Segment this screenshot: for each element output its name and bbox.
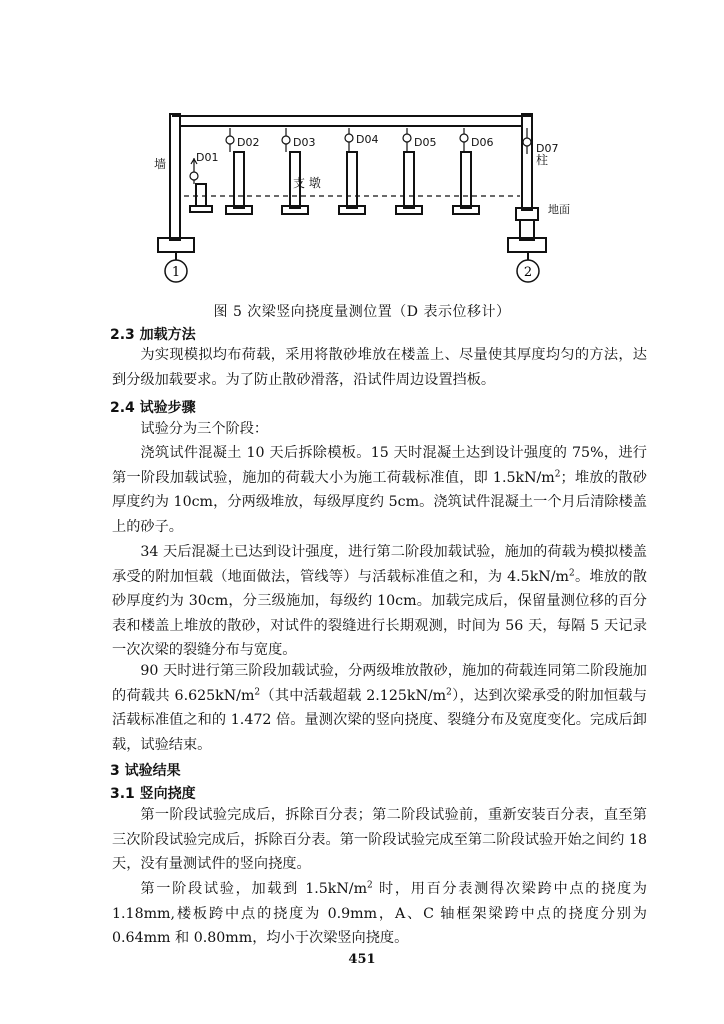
figure-caption: 图 5 次梁竖向挠度量测位置（D 表示位移计） — [213, 304, 511, 320]
section-2-4-paragraph-1: 试验分为三个阶段： — [140, 421, 269, 437]
support-label: 支 墩 — [293, 176, 321, 190]
gauge-d04-icon — [345, 128, 353, 152]
section-3-heading: 3 试验结果 — [110, 763, 181, 779]
section-3-1-paragraph-2: 第一阶段试验，加载到 $1.5kN/m^2$ 时，用百分表测得次梁跨中点的挠度为 1.18mm,楼板跨中点的挠度为 0.9mm，A、C 轴框架梁跨中点的挠度分别为 0.64mm 和 0.80mm，均小于次梁竖向挠度。 — [112, 880, 647, 946]
page-number: 451 — [348, 952, 376, 967]
section-3-1-heading: 3.1 竖向挠度 — [110, 786, 196, 802]
gauge-d05-icon — [403, 128, 411, 152]
label-d02: D02 — [237, 136, 260, 149]
axis-1-label: 1 — [171, 265, 181, 280]
label-d05: D05 — [414, 136, 437, 149]
label-d07: D07 — [536, 142, 559, 155]
column-label: 柱 — [536, 153, 549, 167]
section-3-1-paragraph-1: 第一阶段试验完成后，拆除百分表；第二阶段试验前，重新安装百分表，直至第三次阶段试验完成后，拆除百分表。第一阶段试验完成至第二阶段试验开始之间约 18 天，没有量测试件的竖向挠度。 — [112, 807, 647, 872]
figure-5-diagram — [150, 108, 570, 298]
ground-label: 地面 — [548, 203, 570, 216]
axis-2-label: 2 — [523, 265, 533, 280]
section-2-3-heading: 2.3 加载方法 — [110, 327, 196, 343]
gauge-d03-icon — [282, 128, 290, 152]
label-d03: D03 — [293, 136, 316, 149]
section-2-4-paragraph-4: 90 天时进行第三阶段加载试验，分两级堆放散砂，施加的荷载连同第二阶段施加的荷载共 $6.625kN/m^2$（其中活载超载 $2.125kN/m^2$），达到次梁承受的附加恒载与活载标准值之和的 1.472 倍。量测次梁的竖向挠度、裂缝分布及宽度变化。完成后卸载，试验结束。 — [112, 663, 647, 753]
wall-left — [170, 114, 180, 240]
section-2-4-paragraph-2: 浇筑试件混凝土 10 天后拆除模板。15 天时混凝土达到设计强度的 75%，进行第一阶段加载试验，施加的荷载大小为施工荷载标准值，即 $1.5kN/m^2$；堆放的散砂厚度约为 10cm，分两级堆放，每级厚度约 5cm。浇筑试件混凝土一个月后清除楼盖上的砂子。 — [112, 445, 647, 535]
gauge-d06-icon — [460, 128, 468, 152]
section-2-4-paragraph-3: 34 天后混凝土已达到设计强度，进行第二阶段加载试验，施加的荷载为模拟楼盖承受的附加恒载（地面做法，管线等）与活载标准值之和，为 $4.5kN/m^2$。堆放的散砂厚度约为 30cm，分三级施加，每级约 10cm。加载完成后，保留量测位移的百分表和楼盖上堆放的散砂，对试件的裂缝进行长期观测，时间为 56 天，每隔 5 天记录一次次梁的裂缝分布与宽度。 — [112, 544, 647, 658]
label-d04: D04 — [356, 133, 379, 146]
wall-label: 墙 — [154, 157, 167, 171]
gauge-d07-icon — [523, 128, 531, 154]
gauge-d02-icon — [226, 128, 234, 152]
label-d06: D06 — [471, 136, 494, 149]
section-2-4-heading: 2.4 试验步骤 — [110, 400, 196, 416]
section-2-3-paragraph: 为实现模拟均布荷载，采用将散砂堆放在楼盖上、尽量使其厚度均匀的方法，达到分级加载要求。为了防止散砂滑落，沿试件周边设置挡板。 — [112, 347, 647, 388]
label-d01: D01 — [196, 151, 219, 164]
